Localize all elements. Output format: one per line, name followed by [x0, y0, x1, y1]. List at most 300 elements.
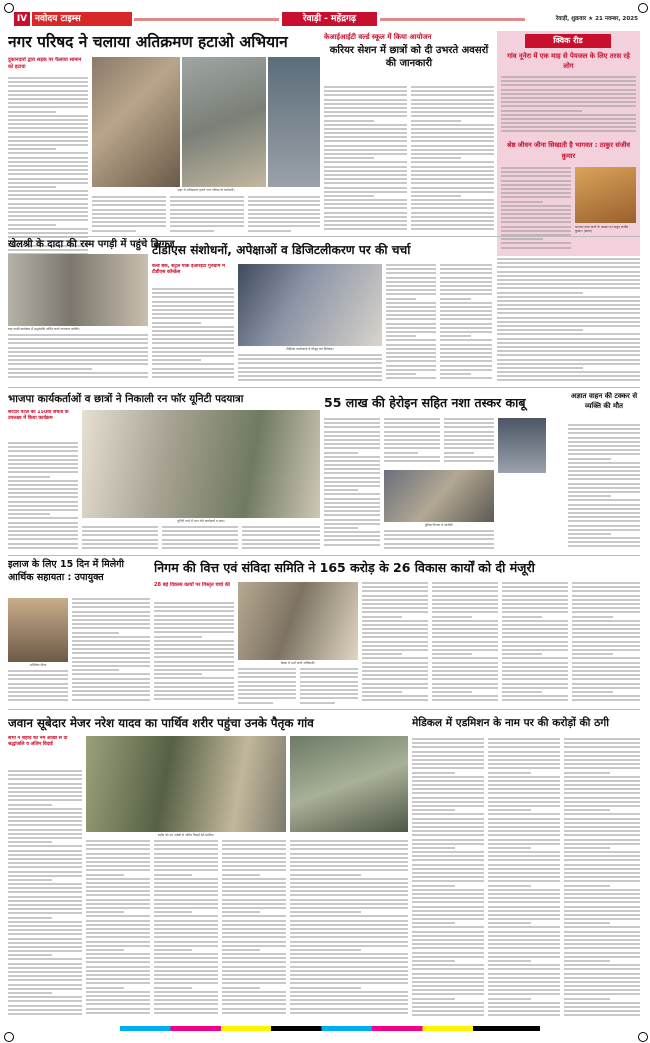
headline: इलाज के लिए 15 दिन में मिलेगी आर्थिक सहायता : उपायुक्त — [8, 559, 124, 583]
text-line — [564, 952, 640, 954]
article-column — [154, 602, 234, 706]
text-line — [290, 890, 408, 892]
text-line — [564, 818, 640, 820]
text-line — [8, 94, 88, 96]
text-line — [440, 327, 492, 329]
text-line — [568, 449, 640, 451]
text-line — [290, 970, 408, 972]
text-line — [568, 441, 640, 443]
text-line — [568, 504, 640, 506]
text-line — [8, 988, 82, 990]
text-line — [290, 966, 408, 968]
text-line — [502, 695, 568, 697]
text-line — [324, 456, 380, 458]
text-line — [501, 89, 636, 91]
masthead — [14, 12, 638, 26]
text-line — [501, 118, 636, 120]
text-line — [8, 845, 82, 847]
text-line — [8, 996, 82, 998]
text-line — [154, 886, 218, 888]
text-line — [8, 933, 82, 935]
text-line — [86, 840, 150, 842]
text-line — [324, 502, 380, 504]
text-line — [72, 619, 150, 621]
text-line — [432, 687, 498, 689]
text-line — [386, 264, 436, 266]
text-line — [362, 607, 428, 609]
text-line — [362, 595, 428, 597]
headline: मेडिकल में एडमिशन के नाम पर की करोड़ों की ठगी — [412, 717, 609, 729]
text-line — [86, 878, 150, 880]
text-line — [362, 616, 402, 618]
text-line — [222, 936, 286, 938]
text-line — [72, 606, 150, 608]
text-line — [572, 603, 640, 605]
text-line — [501, 213, 571, 215]
text-line — [154, 961, 218, 963]
text-line — [8, 211, 88, 213]
text-line — [8, 887, 82, 889]
text-line — [501, 93, 636, 95]
article-column — [152, 288, 234, 384]
text-line — [412, 973, 484, 975]
text-line — [502, 691, 542, 693]
text-line — [290, 936, 408, 938]
text-line — [386, 365, 436, 367]
text-line — [497, 325, 640, 327]
text-line — [222, 953, 286, 955]
text-line — [162, 534, 238, 536]
text-line — [412, 918, 484, 920]
text-line — [8, 140, 88, 142]
text-line — [154, 970, 218, 972]
text-line — [502, 678, 568, 680]
text-line — [290, 995, 408, 997]
text-line — [154, 999, 218, 1001]
text-line — [222, 915, 286, 917]
text-line — [412, 985, 484, 987]
text-line — [222, 1003, 286, 1005]
text-line — [152, 351, 234, 353]
text-line — [572, 607, 640, 609]
text-line — [488, 985, 560, 987]
headline: जवान सूबेदार मेजर नरेश यादव का पार्थिव शरीर पहुंचा उनके पैतृक गांव — [8, 716, 314, 730]
text-line — [154, 936, 218, 938]
text-line — [412, 901, 484, 903]
text-line — [440, 331, 492, 333]
heroin-headline-box — [324, 392, 564, 414]
text-line — [222, 970, 286, 972]
text-line — [154, 669, 234, 671]
text-line — [8, 896, 82, 898]
text-line — [440, 373, 471, 375]
text-line — [488, 759, 560, 761]
text-line — [8, 967, 82, 969]
article-column — [362, 582, 428, 706]
text-line — [86, 1003, 150, 1005]
encroachment-story-headline-box — [8, 31, 320, 53]
text-line — [502, 599, 568, 601]
text-line — [8, 198, 88, 200]
text-line — [411, 187, 494, 189]
text-line — [238, 367, 382, 369]
text-line — [238, 681, 296, 683]
article-column — [384, 530, 494, 552]
text-line — [564, 834, 640, 836]
text-line — [8, 954, 52, 956]
text-line — [8, 178, 88, 180]
text-line — [222, 853, 286, 855]
headline: खेलश्री के दादा की रस्म पगड़ी में पहुंचे दिग्गज — [8, 239, 175, 250]
text-line — [488, 830, 560, 832]
text-line — [488, 818, 560, 820]
brand-name: नवोदय टाइम्स — [32, 12, 132, 26]
text-line — [86, 886, 150, 888]
text-line — [564, 759, 640, 761]
text-line — [412, 926, 484, 928]
text-line — [92, 225, 166, 227]
text-line — [386, 356, 436, 358]
text-line — [222, 987, 260, 989]
text-line — [568, 508, 640, 510]
text-line — [8, 770, 82, 772]
text-line — [412, 906, 484, 908]
text-line — [488, 1002, 560, 1004]
text-line — [412, 834, 484, 836]
text-line — [488, 847, 531, 849]
text-line — [497, 359, 640, 361]
text-line — [568, 520, 640, 522]
text-line — [488, 914, 560, 916]
text-line — [72, 657, 150, 659]
text-line — [568, 428, 640, 430]
text-line — [412, 897, 484, 899]
text-line — [8, 496, 78, 498]
text-line — [8, 152, 88, 154]
text-line — [86, 890, 150, 892]
text-line — [154, 610, 234, 612]
text-line — [170, 209, 244, 211]
text-line — [170, 204, 244, 206]
text-line — [412, 1006, 484, 1008]
text-line — [8, 157, 88, 159]
text-line — [8, 207, 88, 209]
text-line — [411, 111, 494, 113]
text-line — [238, 689, 296, 691]
text-line — [432, 699, 498, 701]
text-line — [501, 76, 636, 78]
text-line — [152, 338, 234, 340]
career-kicker-box — [324, 31, 494, 43]
text-line — [238, 354, 382, 356]
text-line — [8, 871, 82, 873]
text-line — [152, 301, 234, 303]
text-line — [411, 120, 461, 122]
text-line — [324, 527, 358, 529]
text-line — [324, 489, 358, 491]
text-line — [502, 595, 568, 597]
text-line — [564, 809, 610, 811]
text-line — [411, 199, 494, 201]
text-line — [222, 932, 286, 934]
text-line — [386, 318, 436, 320]
article-column — [8, 77, 88, 262]
text-line — [386, 352, 436, 354]
text-line — [564, 855, 640, 857]
text-line — [432, 599, 498, 601]
text-line — [386, 277, 436, 279]
text-line — [497, 354, 640, 356]
text-line — [572, 628, 640, 630]
heroin-photo — [384, 470, 494, 522]
text-line — [384, 460, 440, 462]
text-line — [8, 795, 82, 797]
text-line — [154, 945, 218, 947]
text-line — [384, 443, 440, 445]
text-line — [154, 640, 234, 642]
text-line — [324, 472, 380, 474]
text-line — [488, 1010, 560, 1012]
article-column — [238, 668, 296, 706]
soldier-headline-box — [8, 712, 408, 734]
text-line — [384, 431, 440, 433]
text-line — [386, 327, 436, 329]
vehicle-headline-box — [568, 392, 640, 420]
text-line — [324, 174, 407, 176]
text-line — [564, 918, 640, 920]
text-line — [572, 699, 640, 701]
text-line — [488, 880, 560, 882]
text-line — [564, 956, 640, 958]
text-line — [568, 458, 611, 460]
text-line — [290, 961, 408, 963]
text-line — [86, 949, 124, 951]
text-line — [412, 847, 455, 849]
text-line — [152, 309, 234, 311]
text-line — [488, 843, 560, 845]
bjp-headline-box — [8, 390, 320, 408]
text-line — [411, 203, 494, 205]
text-line — [501, 230, 571, 232]
text-line — [290, 894, 408, 896]
text-line — [8, 136, 88, 138]
text-line — [411, 161, 494, 163]
text-line — [568, 466, 640, 468]
text-line — [564, 784, 640, 786]
text-line — [152, 355, 234, 357]
text-line — [8, 131, 88, 133]
text-line — [86, 1008, 150, 1010]
text-line — [386, 348, 436, 350]
divider — [8, 387, 640, 388]
text-line — [324, 443, 380, 445]
text-line — [324, 136, 407, 138]
text-line — [154, 920, 218, 922]
text-line — [86, 903, 150, 905]
text-line — [86, 966, 150, 968]
text-line — [501, 184, 571, 186]
text-line — [411, 145, 494, 147]
text-line — [362, 620, 428, 622]
text-line — [8, 958, 82, 960]
text-line — [300, 681, 358, 683]
text-line — [488, 813, 560, 815]
text-line — [411, 228, 494, 230]
text-line — [432, 645, 498, 647]
sub-headline: दुकानदारों द्वारा सड़क पर फैलाया सामान को हटाया — [8, 57, 82, 70]
text-line — [72, 682, 150, 684]
text-line — [411, 224, 494, 226]
text-line — [8, 173, 88, 175]
sub-headline: सरदार पटेल की 150वीं जयंती के उपलक्ष्य में किया कार्यक्रम — [8, 410, 69, 421]
article-column — [488, 738, 560, 1020]
text-line — [290, 991, 408, 993]
headline: टीडीएस संशोधनों, अपेक्षाओं व डिजिटलीकरण पर की चर्चा — [152, 243, 411, 257]
text-line — [222, 911, 260, 913]
text-line — [8, 950, 82, 952]
text-line — [8, 1013, 82, 1015]
text-line — [444, 431, 494, 433]
text-line — [86, 899, 150, 901]
text-line — [8, 833, 82, 835]
text-line — [324, 153, 407, 155]
text-line — [154, 874, 192, 876]
text-line — [8, 492, 78, 494]
text-line — [572, 691, 613, 693]
text-line — [572, 599, 640, 601]
text-line — [386, 289, 436, 291]
text-line — [432, 670, 498, 672]
text-line — [8, 984, 82, 986]
date-line: रेवाड़ी, शुक्रवार ★ 21 नवम्बर, 2025 — [555, 16, 638, 22]
text-line — [564, 906, 640, 908]
text-line — [362, 662, 428, 664]
text-line — [412, 813, 484, 815]
text-line — [572, 641, 640, 643]
text-line — [8, 522, 78, 524]
text-line — [444, 426, 494, 428]
text-line — [242, 547, 320, 549]
text-line — [564, 776, 640, 778]
text-line — [440, 318, 492, 320]
text-line — [222, 941, 286, 943]
text-line — [8, 442, 78, 444]
text-line — [564, 792, 640, 794]
text-line — [8, 463, 78, 465]
text-line — [8, 488, 78, 490]
text-line — [564, 914, 640, 916]
text-line — [412, 998, 455, 1000]
text-line — [497, 342, 640, 344]
text-line — [154, 987, 192, 989]
text-line — [412, 989, 484, 991]
text-line — [8, 480, 78, 482]
text-line — [488, 989, 560, 991]
text-line — [8, 829, 82, 831]
text-line — [324, 107, 407, 109]
text-line — [501, 217, 571, 219]
text-line — [564, 839, 640, 841]
text-line — [501, 130, 636, 132]
text-line — [502, 607, 568, 609]
text-line — [8, 854, 82, 856]
text-line — [502, 632, 568, 634]
text-line — [242, 526, 320, 528]
text-line — [497, 304, 640, 306]
text-line — [488, 801, 560, 803]
text-line — [300, 676, 358, 678]
text-line — [564, 960, 610, 962]
text-line — [488, 738, 560, 740]
text-line — [501, 209, 571, 211]
text-line — [412, 968, 484, 970]
text-line — [488, 859, 560, 861]
soldier-sub-box — [8, 736, 82, 766]
text-line — [564, 981, 640, 983]
text-line — [502, 620, 568, 622]
text-line — [362, 653, 402, 655]
text-line — [501, 205, 571, 207]
article-column — [8, 670, 68, 706]
text-line — [488, 839, 560, 841]
text-line — [222, 961, 286, 963]
text-line — [488, 906, 560, 908]
text-line — [324, 452, 358, 454]
text-line — [362, 657, 428, 659]
text-line — [386, 268, 436, 270]
text-line — [564, 973, 640, 975]
text-line — [568, 424, 640, 426]
text-line — [154, 690, 234, 692]
text-line — [564, 998, 610, 1000]
text-line — [152, 359, 201, 361]
text-line — [152, 347, 234, 349]
text-line — [412, 947, 484, 949]
text-line — [324, 464, 380, 466]
text-line — [248, 213, 320, 215]
text-line — [488, 834, 560, 836]
text-line — [488, 864, 560, 866]
text-line — [324, 510, 380, 512]
text-line — [8, 695, 68, 697]
text-line — [8, 219, 88, 221]
text-line — [300, 702, 335, 704]
bjp-photo — [82, 410, 320, 518]
divider — [8, 555, 640, 556]
text-line — [152, 376, 234, 378]
text-line — [432, 628, 498, 630]
text-line — [564, 1010, 640, 1012]
text-line — [86, 941, 150, 943]
text-line — [154, 869, 218, 871]
text-line — [8, 687, 68, 689]
text-line — [8, 123, 88, 125]
text-line — [412, 1002, 484, 1004]
text-line — [154, 661, 234, 663]
text-line — [8, 816, 82, 818]
text-line — [72, 623, 150, 625]
text-line — [501, 247, 571, 249]
text-line — [411, 86, 494, 88]
text-line — [572, 670, 640, 672]
text-line — [154, 974, 218, 976]
text-line — [412, 763, 484, 765]
text-line — [488, 885, 531, 887]
text-line — [324, 523, 380, 525]
text-line — [568, 525, 640, 527]
headline: निगम की वित्त एवं संविदा समिति ने 165 करोड़ के 26 विकास कार्यों को दी मंजूरी — [154, 560, 535, 575]
text-line — [324, 132, 407, 134]
